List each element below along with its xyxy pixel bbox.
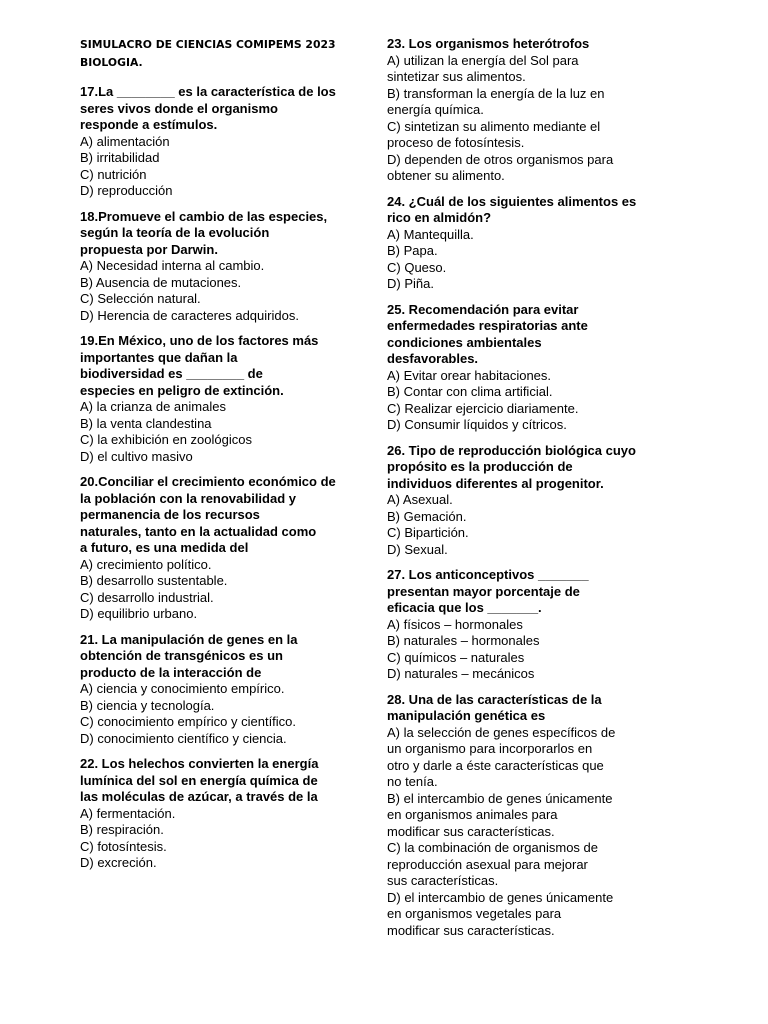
question-20 — [80, 474, 360, 623]
option-d: D) Sexual. — [387, 541, 448, 557]
left-column — [80, 36, 360, 881]
question-24 — [387, 194, 652, 293]
option-a: A) físicos – hormonales — [387, 616, 523, 632]
option-c: C) fotosíntesis. — [80, 838, 167, 854]
option-c: C) conocimiento empírico y científico. — [80, 714, 297, 729]
question-text: 22. Los helechos convierten la energía lumínica del sol en energía química de las moléculas de azúcar, a través de la — [80, 756, 319, 804]
option-c: C) químicos – naturales — [387, 649, 525, 665]
question-26 — [387, 443, 652, 559]
right-column — [387, 36, 652, 948]
option-c: C) Selección natural. — [80, 291, 201, 306]
option-b: B) naturales – hormonales — [387, 633, 540, 648]
option-list — [80, 557, 360, 623]
option-d: D) dependen de otros organismos para obtener su alimento. — [387, 151, 614, 183]
option-d: D) el intercambio de genes únicamente en organismos vegetales para modificar sus características. — [387, 889, 614, 938]
question-text: 18.Promueve el cambio de las especies, según la teoría de la evolución propuesta por Darwin. — [80, 208, 328, 257]
option-d: D) equilibrio urbano. — [80, 606, 198, 621]
option-d: D) el cultivo masivo — [80, 448, 193, 464]
question-text: 25. Recomendación para evitar enfermedades respiratorias ante condiciones ambientales desfavorables. — [387, 301, 588, 366]
question-19 — [80, 333, 360, 465]
question-text: 19.En México, uno de los factores más importantes que dañan la biodiversidad es ________ de especies en peligro de extinción. — [80, 333, 319, 398]
question-21 — [80, 632, 360, 748]
question-17 — [80, 84, 360, 200]
option-a: A) Mantequilla. — [387, 226, 474, 242]
question-text: 17.La ________ es la característica de los seres vivos donde el organismo responde a estímulos. — [80, 84, 336, 132]
question-text: 23. Los organismos heterótrofos — [387, 36, 590, 51]
question-text: 20.Conciliar el crecimiento económico de la población con la renovabilidad y permanencia de los recursos naturales, tanto en la actualidad como a futuro, es una medida del — [80, 474, 336, 555]
option-c: C) la combinación de organismos de reproducción asexual para mejorar sus características. — [387, 840, 598, 888]
option-b: B) Gemación. — [387, 508, 467, 524]
option-c: C) sintetizan su alimento mediante el proceso de fotosíntesis. — [387, 118, 601, 150]
question-text: 24. ¿Cuál de los siguientes alimentos es rico en almidón? — [387, 193, 637, 225]
exam-header — [80, 36, 360, 72]
question-text: 21. La manipulación de genes en la obtención de transgénicos es un producto de la interacción de — [80, 631, 298, 680]
option-list — [387, 725, 652, 940]
option-a: A) Asexual. — [387, 492, 453, 507]
option-a: A) utilizan la energía del Sol para sintetizar sus alimentos. — [387, 52, 579, 84]
question-27 — [387, 567, 652, 683]
question-25 — [387, 302, 652, 434]
option-c: C) Bipartición. — [387, 525, 469, 540]
option-c: C) la exhibición en zoológicos — [80, 432, 252, 447]
option-a: A) ciencia y conocimiento empírico. — [80, 681, 285, 696]
question-23 — [387, 36, 652, 185]
option-a: A) fermentación. — [80, 805, 176, 821]
option-d: D) reproducción — [80, 183, 173, 198]
option-b: B) ciencia y tecnología. — [80, 697, 215, 713]
option-d: D) Herencia de caracteres adquiridos. — [80, 307, 299, 323]
option-list — [80, 134, 360, 200]
option-list — [387, 617, 652, 683]
option-list — [80, 681, 360, 747]
option-c: C) nutrición — [80, 166, 147, 182]
option-a: A) alimentación — [80, 133, 170, 149]
option-b: B) respiración. — [80, 822, 164, 837]
option-list — [387, 368, 652, 434]
question-text: 26. Tipo de reproducción biológica cuyo propósito es la producción de individuos diferentes al progenitor. — [387, 442, 636, 491]
option-d: D) Consumir líquidos y cítricos. — [387, 417, 567, 432]
option-c: C) Realizar ejercicio diariamente. — [387, 400, 579, 416]
option-list — [387, 492, 652, 558]
question-28 — [387, 692, 652, 940]
question-22 — [80, 756, 360, 872]
exam-title: SIMULACRO DE CIENCIAS COMIPEMS 2023 — [80, 38, 336, 51]
option-a: A) crecimiento político. — [80, 556, 212, 572]
option-d: D) conocimiento científico y ciencia. — [80, 730, 287, 746]
option-list — [80, 258, 360, 324]
option-a: A) la crianza de animales — [80, 399, 226, 414]
option-a: A) Necesidad interna al cambio. — [80, 258, 265, 273]
option-b: B) Contar con clima artificial. — [387, 384, 553, 399]
option-b: B) la venta clandestina — [80, 415, 212, 431]
option-c: C) Queso. — [387, 259, 447, 275]
option-c: C) desarrollo industrial. — [80, 589, 214, 605]
option-list — [80, 399, 360, 465]
option-d: D) naturales – mecánicos — [387, 666, 535, 681]
question-18 — [80, 209, 360, 325]
option-d: D) excreción. — [80, 855, 157, 870]
option-b: B) el intercambio de genes únicamente en organismos animales para modificar sus características. — [387, 790, 613, 839]
exam-subject: BIOLOGIA. — [80, 56, 143, 69]
option-list — [80, 806, 360, 872]
option-d: D) Piña. — [387, 276, 434, 291]
option-b: B) irritabilidad — [80, 150, 160, 165]
option-a: A) la selección de genes específicos de un organismo para incorporarlos en otro y darle a éste características que no tenía. — [387, 724, 616, 789]
option-b: B) Papa. — [387, 243, 438, 258]
option-a: A) Evitar orear habitaciones. — [387, 367, 552, 383]
option-list — [387, 53, 652, 185]
option-b: B) Ausencia de mutaciones. — [80, 274, 242, 290]
option-list — [387, 227, 652, 293]
option-b: B) transforman la energía de la luz en energía química. — [387, 85, 605, 117]
option-b: B) desarrollo sustentable. — [80, 573, 228, 588]
question-text: 27. Los anticonceptivos _______ presentan mayor porcentaje de eficacia que los _______. — [387, 567, 589, 615]
question-text: 28. Una de las características de la manipulación genética es — [387, 691, 602, 723]
